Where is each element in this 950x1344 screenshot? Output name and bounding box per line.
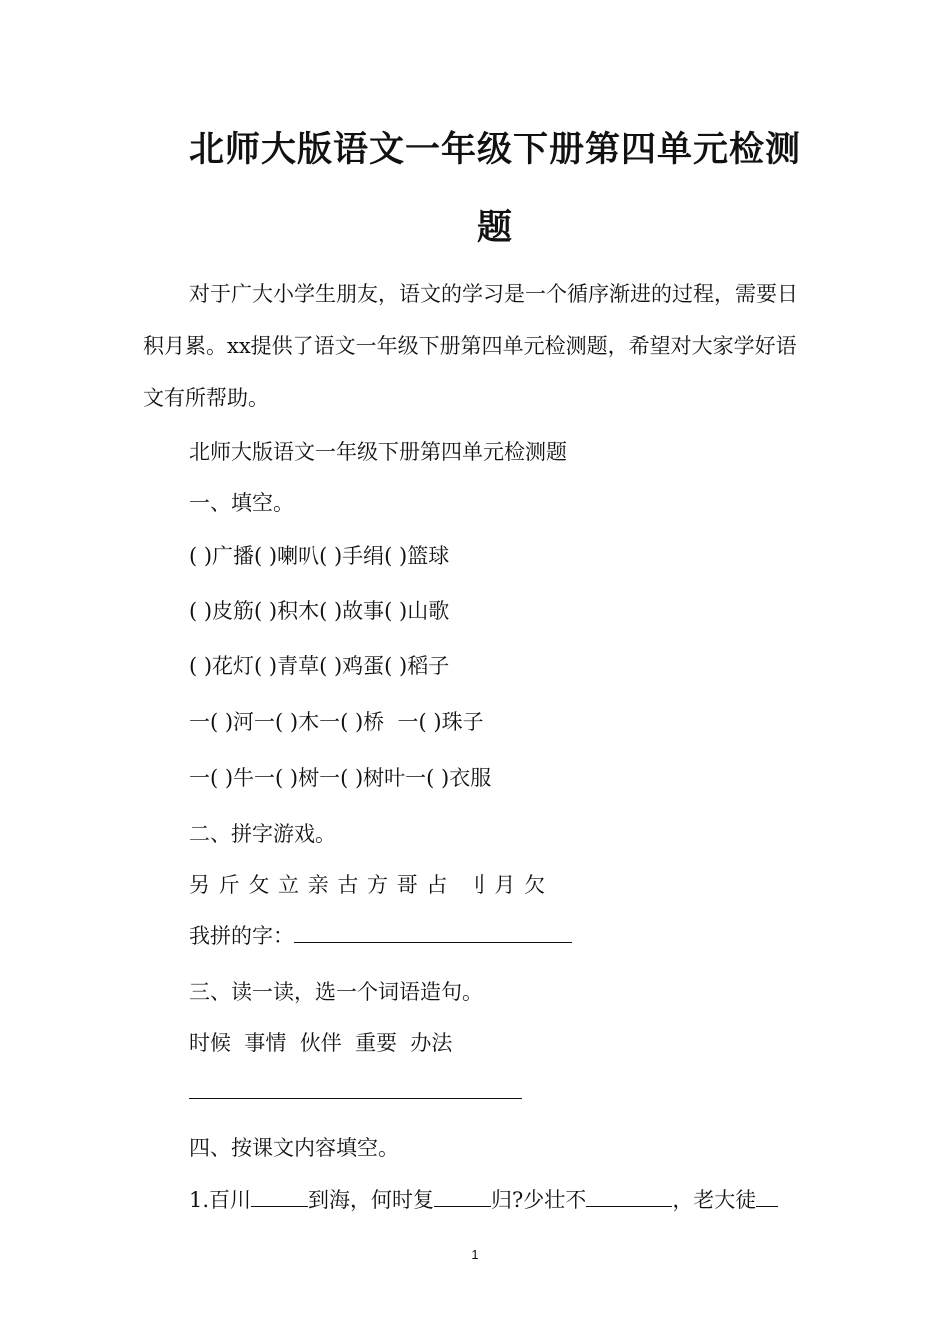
character-parts: 另 斤 攵 立 亲 古 方 哥 占 刂 月 欠 — [189, 873, 546, 897]
page-title-line-2: 题 — [476, 208, 513, 248]
q1-part-2: 到海，何时复 — [308, 1188, 435, 1212]
section-3-heading: 三、读一读，选一个词语造句。 — [189, 980, 483, 1004]
q1-part-4: ，老大徒 — [672, 1188, 757, 1212]
intro-paragraph: 对于广大小学生朋友，语文的学习是一个循序渐进的过程，需要日积月累。xx提供了语文一年级下册第四单元检测题，希望对大家学好语文有所帮助。 — [143, 282, 798, 410]
page-title-line-1: 北师大版语文一年级下册第四单元检测 — [188, 130, 801, 170]
section-2-heading: 二、拼字游戏。 — [189, 822, 336, 846]
fill-line-3: ( )花灯( )青草( )鸡蛋( )稻子 — [189, 654, 450, 678]
section-4-heading: 四、按课文内容填空。 — [189, 1136, 399, 1160]
q1-part-3: 归?少壮不 — [491, 1188, 587, 1212]
answer-blank[interactable] — [294, 922, 572, 943]
q1-blank-2[interactable] — [434, 1186, 491, 1207]
fill-line-1: ( )广播( )喇叭( )手绢( )篮球 — [189, 544, 450, 568]
fill-line-4: 一( )河一( )木一( )桥 一( )珠子 — [189, 710, 484, 734]
section-1-heading: 一、填空。 — [189, 491, 294, 515]
q1-blank-1[interactable] — [251, 1186, 308, 1207]
q1-blank-4[interactable] — [756, 1186, 778, 1207]
answer-label: 我拼的字： — [189, 924, 294, 948]
sentence-blank-line — [189, 1078, 522, 1104]
fill-line-5: 一( )牛一( )树一( )树叶一( )衣服 — [189, 766, 492, 790]
answer-line — [189, 920, 572, 950]
sentence-blank[interactable] — [189, 1078, 522, 1099]
q1-part-1: 1.百川 — [189, 1188, 252, 1212]
q1-blank-3[interactable] — [586, 1186, 672, 1207]
word-list: 时候 事情 伙伴 重要 办法 — [189, 1031, 453, 1055]
fill-line-2: ( )皮筋( )积木( )故事( )山歌 — [189, 599, 450, 623]
question-1 — [189, 1184, 778, 1214]
page-number: 1 — [471, 1247, 479, 1262]
subtitle: 北师大版语文一年级下册第四单元检测题 — [189, 440, 567, 464]
